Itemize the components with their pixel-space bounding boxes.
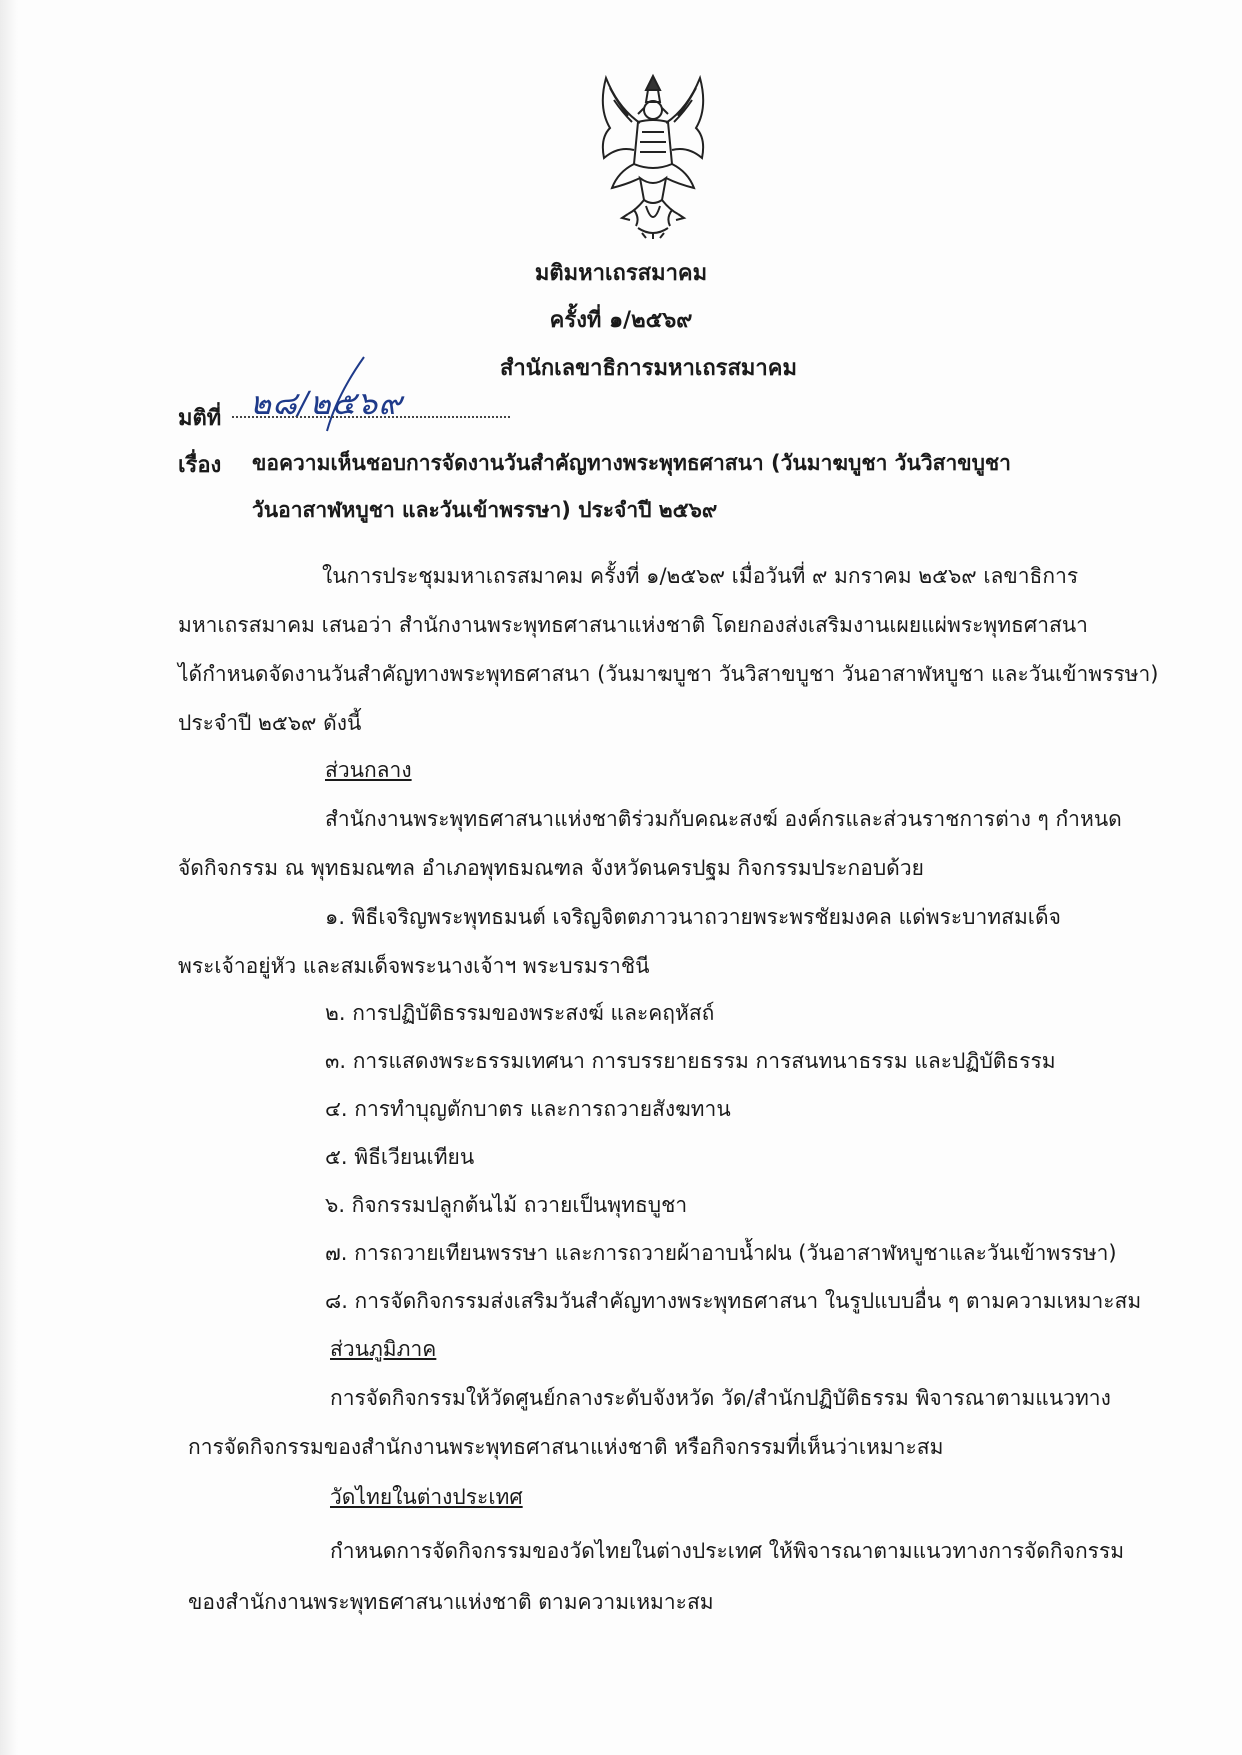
org-title: มติมหาเถรสมาคม xyxy=(534,261,708,286)
central-heading: ส่วนกลาง xyxy=(325,758,412,782)
list-item: ๕. พิธีเวียนเทียน xyxy=(325,1145,475,1169)
intro-line-1: ในการประชุมมหาเถรสมาคม ครั้งที่ ๑/๒๕๖๙ เมื่อวันที่ ๙ มกราคม ๒๕๖๙ เลขาธิการ xyxy=(322,564,1079,588)
list-item: ๓. การแสดงพระธรรมเทศนา การบรรยายธรรม การสนทนาธรรม และปฏิบัติธรรม xyxy=(325,1049,1056,1073)
resolution-number-handwritten: ๒๘/๒๕๖๙ xyxy=(250,384,403,422)
resolution-label: มติที่ xyxy=(178,406,222,431)
list-item: ๗. การถวายเทียนพรรษา และการถวายผ้าอาบน้ำฝน (วันอาสาฬหบูชาและวันเข้าพรรษา) xyxy=(325,1241,1117,1265)
list-item-continuation: พระเจ้าอยู่หัว และสมเด็จพระนางเจ้าฯ พระบรมราชินี xyxy=(178,954,650,978)
list-item: ๘. การจัดกิจกรรมส่งเสริมวันสำคัญทางพระพุทธศาสนา ในรูปแบบอื่น ๆ ตามความเหมาะสม xyxy=(325,1289,1142,1313)
subject-line-2: วันอาสาฬหบูชา และวันเข้าพรรษา) ประจำปี ๒๕๖๙ xyxy=(252,498,718,522)
central-text-1: สำนักงานพระพุทธศาสนาแห่งชาติร่วมกับคณะสงฆ์ องค์กรและส่วนราชการต่าง ๆ กำหนด xyxy=(325,807,1122,831)
list-item: ๑. พิธีเจริญพระพุทธมนต์ เจริญจิตตภาวนาถวายพระพรชัยมงคล แด่พระบาทสมเด็จ xyxy=(325,905,1061,929)
list-item: ๒. การปฏิบัติธรรมของพระสงฆ์ และคฤหัสถ์ xyxy=(325,1001,715,1025)
intro-line-3: ได้กำหนดจัดงานวันสำคัญทางพระพุทธศาสนา (วันมาฆบูชา วันวิสาขบูชา วันอาสาฬหบูชา และวันเข้าพรรษา) xyxy=(178,662,1159,686)
subject-line-1: ขอความเห็นชอบการจัดงานวันสำคัญทางพระพุทธศาสนา (วันมาฆบูชา วันวิสาขบูชา xyxy=(252,451,1011,475)
intro-line-2: มหาเถรสมาคม เสนอว่า สำนักงานพระพุทธศาสนาแห่งชาติ โดยกองส่งเสริมงานเผยแผ่พระพุทธศาสนา xyxy=(178,613,1088,637)
subject-label: เรื่อง xyxy=(178,453,222,478)
dotted-fill-line xyxy=(232,416,510,418)
list-item: ๔. การทำบุญตักบาตร และการถวายสังฆทาน xyxy=(325,1097,731,1121)
regional-text-2: การจัดกิจกรรมของสำนักงานพระพุทธศาสนาแห่งชาติ หรือกิจกรรมที่เห็นว่าเหมาะสม xyxy=(188,1435,944,1459)
intro-line-4: ประจำปี ๒๕๖๙ ดังนี้ xyxy=(178,711,362,735)
abroad-heading: วัดไทยในต่างประเทศ xyxy=(330,1485,523,1509)
central-text-2: จัดกิจกรรม ณ พุทธมณฑล อำเภอพุทธมณฑล จังหวัดนครปฐม กิจกรรมประกอบด้วย xyxy=(178,856,924,880)
abroad-text-2: ของสำนักงานพระพุทธศาสนาแห่งชาติ ตามความเหมาะสม xyxy=(188,1590,714,1614)
regional-heading: ส่วนภูมิภาค xyxy=(330,1337,437,1361)
session-number: ครั้งที่ ๑/๒๕๖๙ xyxy=(549,308,693,333)
regional-text-1: การจัดกิจกรรมให้วัดศูนย์กลางระดับจังหวัด วัด/สำนักปฏิบัติธรรม พิจารณาตามแนวทาง xyxy=(330,1386,1111,1410)
list-item: ๖. กิจกรรมปลูกต้นไม้ ถวายเป็นพุทธบูชา xyxy=(325,1193,688,1217)
abroad-text-1: กำหนดการจัดกิจกรรมของวัดไทยในต่างประเทศ ให้พิจารณาตามแนวทางการจัดกิจกรรม xyxy=(330,1539,1125,1563)
garuda-emblem-icon xyxy=(588,68,718,240)
issuer-office: สำนักเลขาธิการมหาเถรสมาคม xyxy=(500,356,797,381)
